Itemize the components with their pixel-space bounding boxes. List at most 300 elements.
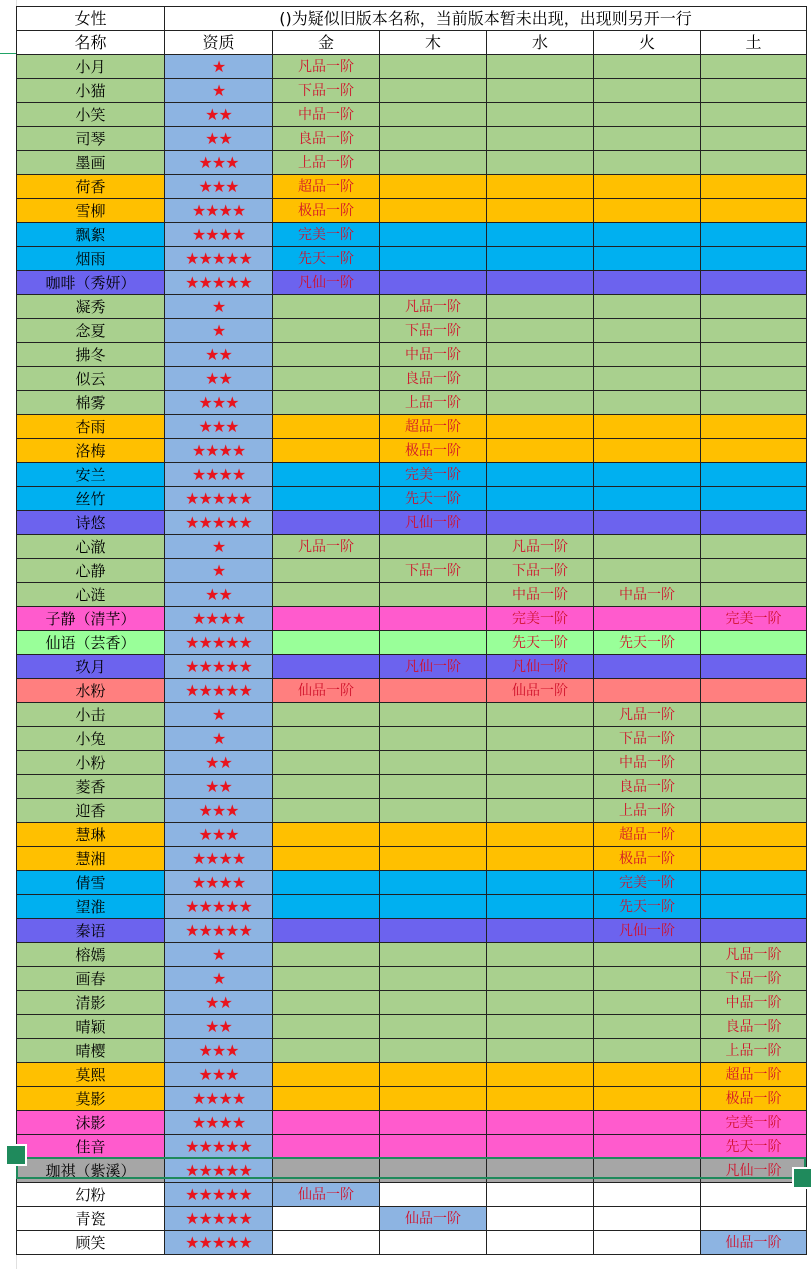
metal-cell[interactable]: 先天一阶 xyxy=(273,247,380,271)
metal-cell[interactable] xyxy=(273,943,380,967)
metal-cell[interactable] xyxy=(273,919,380,943)
earth-cell[interactable] xyxy=(701,559,807,583)
grade-stars-cell[interactable]: ★ xyxy=(165,559,273,583)
fire-cell[interactable] xyxy=(594,1207,701,1231)
fire-cell[interactable] xyxy=(594,127,701,151)
metal-cell[interactable]: 凡仙一阶 xyxy=(273,271,380,295)
water-cell[interactable]: 下品一阶 xyxy=(487,559,594,583)
earth-cell[interactable] xyxy=(701,439,807,463)
earth-cell[interactable] xyxy=(701,1183,807,1207)
grade-stars-cell[interactable]: ★★ xyxy=(165,583,273,607)
name-cell[interactable]: 莫影 xyxy=(17,1087,165,1111)
metal-cell[interactable] xyxy=(273,1087,380,1111)
wood-cell[interactable] xyxy=(380,607,487,631)
name-cell[interactable]: 烟雨 xyxy=(17,247,165,271)
name-cell[interactable]: 晴樱 xyxy=(17,1039,165,1063)
grade-stars-cell[interactable]: ★★ xyxy=(165,367,273,391)
wood-cell[interactable] xyxy=(380,1183,487,1207)
metal-cell[interactable] xyxy=(273,319,380,343)
wood-cell[interactable] xyxy=(380,223,487,247)
grade-stars-cell[interactable]: ★★★★★ xyxy=(165,487,273,511)
grade-stars-cell[interactable]: ★★★★ xyxy=(165,463,273,487)
fire-cell[interactable]: 中品一阶 xyxy=(594,751,701,775)
fire-cell[interactable]: 上品一阶 xyxy=(594,799,701,823)
wood-cell[interactable] xyxy=(380,1111,487,1135)
water-cell[interactable] xyxy=(487,751,594,775)
metal-cell[interactable] xyxy=(273,823,380,847)
earth-cell[interactable] xyxy=(701,55,807,79)
water-cell[interactable] xyxy=(487,343,594,367)
wood-cell[interactable] xyxy=(380,991,487,1015)
name-cell[interactable]: 诗悠 xyxy=(17,511,165,535)
grade-stars-cell[interactable]: ★★★★ xyxy=(165,871,273,895)
earth-cell[interactable] xyxy=(701,487,807,511)
wood-cell[interactable] xyxy=(380,727,487,751)
grade-stars-cell[interactable]: ★★ xyxy=(165,343,273,367)
water-cell[interactable] xyxy=(487,463,594,487)
metal-cell[interactable] xyxy=(273,391,380,415)
fire-cell[interactable] xyxy=(594,55,701,79)
earth-cell[interactable]: 上品一阶 xyxy=(701,1039,807,1063)
fire-cell[interactable] xyxy=(594,103,701,127)
wood-cell[interactable] xyxy=(380,871,487,895)
water-cell[interactable]: 完美一阶 xyxy=(487,607,594,631)
water-cell[interactable] xyxy=(487,895,594,919)
metal-cell[interactable]: 超品一阶 xyxy=(273,175,380,199)
wood-cell[interactable]: 极品一阶 xyxy=(380,439,487,463)
grade-stars-cell[interactable]: ★★★ xyxy=(165,151,273,175)
water-cell[interactable] xyxy=(487,151,594,175)
fire-cell[interactable]: 先天一阶 xyxy=(594,895,701,919)
earth-cell[interactable] xyxy=(701,823,807,847)
fire-cell[interactable] xyxy=(594,79,701,103)
name-cell[interactable]: 慧湘 xyxy=(17,847,165,871)
name-cell[interactable]: 清影 xyxy=(17,991,165,1015)
grade-stars-cell[interactable]: ★★★ xyxy=(165,415,273,439)
water-cell[interactable] xyxy=(487,1039,594,1063)
grade-stars-cell[interactable]: ★★★★★ xyxy=(165,271,273,295)
wood-cell[interactable] xyxy=(380,1087,487,1111)
wood-cell[interactable] xyxy=(380,943,487,967)
grade-stars-cell[interactable]: ★★★★★ xyxy=(165,895,273,919)
earth-cell[interactable] xyxy=(701,247,807,271)
grade-stars-cell[interactable]: ★★★★ xyxy=(165,223,273,247)
grade-stars-cell[interactable]: ★★★★★ xyxy=(165,1231,273,1255)
selection-handle-start[interactable] xyxy=(5,1144,27,1166)
metal-cell[interactable] xyxy=(273,559,380,583)
grade-stars-cell[interactable]: ★★★★ xyxy=(165,439,273,463)
earth-cell[interactable] xyxy=(701,919,807,943)
wood-cell[interactable] xyxy=(380,199,487,223)
metal-cell[interactable]: 凡品一阶 xyxy=(273,535,380,559)
wood-cell[interactable] xyxy=(380,1231,487,1255)
water-cell[interactable] xyxy=(487,55,594,79)
water-cell[interactable] xyxy=(487,511,594,535)
fire-cell[interactable] xyxy=(594,559,701,583)
name-cell[interactable]: 顾笑 xyxy=(17,1231,165,1255)
name-cell[interactable]: 心涟 xyxy=(17,583,165,607)
column-header-fire[interactable]: 火 xyxy=(594,31,701,55)
earth-cell[interactable] xyxy=(701,1207,807,1231)
wood-cell[interactable] xyxy=(380,1015,487,1039)
column-header-water[interactable]: 水 xyxy=(487,31,594,55)
fire-cell[interactable] xyxy=(594,391,701,415)
grade-stars-cell[interactable]: ★ xyxy=(165,55,273,79)
water-cell[interactable]: 凡品一阶 xyxy=(487,535,594,559)
metal-cell[interactable] xyxy=(273,607,380,631)
metal-cell[interactable]: 仙品一阶 xyxy=(273,1183,380,1207)
grade-stars-cell[interactable]: ★★★★★ xyxy=(165,631,273,655)
earth-cell[interactable]: 凡仙一阶 xyxy=(701,1159,807,1183)
wood-cell[interactable] xyxy=(380,247,487,271)
metal-cell[interactable] xyxy=(273,967,380,991)
water-cell[interactable] xyxy=(487,847,594,871)
water-cell[interactable] xyxy=(487,943,594,967)
earth-cell[interactable] xyxy=(701,295,807,319)
column-header-grade[interactable]: 资质 xyxy=(165,31,273,55)
earth-cell[interactable] xyxy=(701,679,807,703)
earth-cell[interactable]: 完美一阶 xyxy=(701,607,807,631)
name-cell[interactable]: 小粉 xyxy=(17,751,165,775)
water-cell[interactable] xyxy=(487,415,594,439)
fire-cell[interactable] xyxy=(594,679,701,703)
note-cell[interactable]: ()为疑似旧版本名称，当前版本暂未出现，出现则另开一行 xyxy=(165,7,807,31)
metal-cell[interactable] xyxy=(273,703,380,727)
water-cell[interactable] xyxy=(487,1207,594,1231)
earth-cell[interactable]: 凡品一阶 xyxy=(701,943,807,967)
earth-cell[interactable] xyxy=(701,127,807,151)
fire-cell[interactable] xyxy=(594,1231,701,1255)
metal-cell[interactable] xyxy=(273,1015,380,1039)
earth-cell[interactable]: 仙品一阶 xyxy=(701,1231,807,1255)
name-cell[interactable]: 幻粉 xyxy=(17,1183,165,1207)
metal-cell[interactable]: 上品一阶 xyxy=(273,151,380,175)
name-cell[interactable]: 小月 xyxy=(17,55,165,79)
grade-stars-cell[interactable]: ★ xyxy=(165,943,273,967)
wood-cell[interactable] xyxy=(380,535,487,559)
water-cell[interactable] xyxy=(487,1231,594,1255)
metal-cell[interactable]: 仙品一阶 xyxy=(273,679,380,703)
name-cell[interactable]: 望淮 xyxy=(17,895,165,919)
fire-cell[interactable] xyxy=(594,247,701,271)
metal-cell[interactable]: 完美一阶 xyxy=(273,223,380,247)
metal-cell[interactable] xyxy=(273,631,380,655)
wood-cell[interactable] xyxy=(380,823,487,847)
metal-cell[interactable]: 凡品一阶 xyxy=(273,55,380,79)
water-cell[interactable] xyxy=(487,487,594,511)
wood-cell[interactable] xyxy=(380,679,487,703)
metal-cell[interactable] xyxy=(273,1039,380,1063)
grade-stars-cell[interactable]: ★★ xyxy=(165,751,273,775)
metal-cell[interactable]: 良品一阶 xyxy=(273,127,380,151)
wood-cell[interactable]: 仙品一阶 xyxy=(380,1207,487,1231)
name-cell[interactable]: 洛梅 xyxy=(17,439,165,463)
fire-cell[interactable] xyxy=(594,655,701,679)
name-cell[interactable]: 水粉 xyxy=(17,679,165,703)
water-cell[interactable] xyxy=(487,175,594,199)
water-cell[interactable] xyxy=(487,919,594,943)
earth-cell[interactable] xyxy=(701,343,807,367)
grade-stars-cell[interactable]: ★★★★★ xyxy=(165,1159,273,1183)
earth-cell[interactable] xyxy=(701,223,807,247)
water-cell[interactable]: 中品一阶 xyxy=(487,583,594,607)
fire-cell[interactable]: 中品一阶 xyxy=(594,583,701,607)
wood-cell[interactable]: 凡仙一阶 xyxy=(380,511,487,535)
fire-cell[interactable] xyxy=(594,463,701,487)
wood-cell[interactable] xyxy=(380,175,487,199)
name-cell[interactable]: 沫影 xyxy=(17,1111,165,1135)
name-cell[interactable]: 心澈 xyxy=(17,535,165,559)
fire-cell[interactable] xyxy=(594,1015,701,1039)
grade-stars-cell[interactable]: ★★★ xyxy=(165,391,273,415)
metal-cell[interactable] xyxy=(273,727,380,751)
name-cell[interactable]: 画春 xyxy=(17,967,165,991)
earth-cell[interactable] xyxy=(701,367,807,391)
earth-cell[interactable]: 中品一阶 xyxy=(701,991,807,1015)
metal-cell[interactable] xyxy=(273,1063,380,1087)
name-cell[interactable]: 莫熙 xyxy=(17,1063,165,1087)
metal-cell[interactable] xyxy=(273,1207,380,1231)
earth-cell[interactable]: 下品一阶 xyxy=(701,967,807,991)
name-cell[interactable]: 拂冬 xyxy=(17,343,165,367)
grade-stars-cell[interactable]: ★★★★★ xyxy=(165,1183,273,1207)
name-cell[interactable]: 小兔 xyxy=(17,727,165,751)
water-cell[interactable] xyxy=(487,1111,594,1135)
name-cell[interactable]: 秦语 xyxy=(17,919,165,943)
wood-cell[interactable] xyxy=(380,55,487,79)
water-cell[interactable] xyxy=(487,775,594,799)
water-cell[interactable]: 先天一阶 xyxy=(487,631,594,655)
wood-cell[interactable] xyxy=(380,751,487,775)
earth-cell[interactable] xyxy=(701,151,807,175)
water-cell[interactable] xyxy=(487,1135,594,1159)
water-cell[interactable]: 凡仙一阶 xyxy=(487,655,594,679)
metal-cell[interactable] xyxy=(273,343,380,367)
fire-cell[interactable] xyxy=(594,607,701,631)
metal-cell[interactable] xyxy=(273,751,380,775)
earth-cell[interactable] xyxy=(701,511,807,535)
water-cell[interactable] xyxy=(487,295,594,319)
fire-cell[interactable] xyxy=(594,151,701,175)
water-cell[interactable] xyxy=(487,127,594,151)
fire-cell[interactable] xyxy=(594,319,701,343)
wood-cell[interactable]: 良品一阶 xyxy=(380,367,487,391)
water-cell[interactable] xyxy=(487,1087,594,1111)
grade-stars-cell[interactable]: ★★ xyxy=(165,1015,273,1039)
metal-cell[interactable] xyxy=(273,1111,380,1135)
metal-cell[interactable]: 极品一阶 xyxy=(273,199,380,223)
water-cell[interactable] xyxy=(487,223,594,247)
water-cell[interactable] xyxy=(487,319,594,343)
wood-cell[interactable] xyxy=(380,799,487,823)
water-cell[interactable] xyxy=(487,1183,594,1207)
water-cell[interactable] xyxy=(487,991,594,1015)
grade-stars-cell[interactable]: ★★★ xyxy=(165,1063,273,1087)
category-cell[interactable]: 女性 xyxy=(17,7,165,31)
wood-cell[interactable] xyxy=(380,631,487,655)
wood-cell[interactable]: 超品一阶 xyxy=(380,415,487,439)
wood-cell[interactable] xyxy=(380,583,487,607)
name-cell[interactable]: 仙语（芸香） xyxy=(17,631,165,655)
metal-cell[interactable] xyxy=(273,367,380,391)
fire-cell[interactable]: 良品一阶 xyxy=(594,775,701,799)
fire-cell[interactable] xyxy=(594,487,701,511)
name-cell[interactable]: 小击 xyxy=(17,703,165,727)
earth-cell[interactable]: 良品一阶 xyxy=(701,1015,807,1039)
fire-cell[interactable] xyxy=(594,1183,701,1207)
earth-cell[interactable] xyxy=(701,199,807,223)
fire-cell[interactable] xyxy=(594,1087,701,1111)
earth-cell[interactable] xyxy=(701,895,807,919)
grade-stars-cell[interactable]: ★★★★★ xyxy=(165,1207,273,1231)
earth-cell[interactable]: 极品一阶 xyxy=(701,1087,807,1111)
earth-cell[interactable] xyxy=(701,847,807,871)
fire-cell[interactable] xyxy=(594,1063,701,1087)
name-cell[interactable]: 凝秀 xyxy=(17,295,165,319)
metal-cell[interactable] xyxy=(273,583,380,607)
grade-stars-cell[interactable]: ★ xyxy=(165,295,273,319)
earth-cell[interactable] xyxy=(701,631,807,655)
name-cell[interactable]: 青瓷 xyxy=(17,1207,165,1231)
fire-cell[interactable] xyxy=(594,535,701,559)
fire-cell[interactable]: 凡品一阶 xyxy=(594,703,701,727)
earth-cell[interactable] xyxy=(701,415,807,439)
name-cell[interactable]: 子静（清芊） xyxy=(17,607,165,631)
wood-cell[interactable] xyxy=(380,967,487,991)
metal-cell[interactable] xyxy=(273,895,380,919)
earth-cell[interactable]: 完美一阶 xyxy=(701,1111,807,1135)
water-cell[interactable] xyxy=(487,79,594,103)
column-header-earth[interactable]: 土 xyxy=(701,31,807,55)
water-cell[interactable] xyxy=(487,1015,594,1039)
grade-stars-cell[interactable]: ★★★★ xyxy=(165,1087,273,1111)
water-cell[interactable] xyxy=(487,967,594,991)
name-cell[interactable]: 珈祺（紫溪） xyxy=(17,1159,165,1183)
name-cell[interactable]: 飘絮 xyxy=(17,223,165,247)
grade-stars-cell[interactable]: ★★★★ xyxy=(165,1111,273,1135)
grade-stars-cell[interactable]: ★ xyxy=(165,967,273,991)
fire-cell[interactable] xyxy=(594,223,701,247)
wood-cell[interactable]: 上品一阶 xyxy=(380,391,487,415)
fire-cell[interactable] xyxy=(594,991,701,1015)
wood-cell[interactable]: 完美一阶 xyxy=(380,463,487,487)
metal-cell[interactable] xyxy=(273,415,380,439)
grade-stars-cell[interactable]: ★ xyxy=(165,703,273,727)
name-cell[interactable]: 似云 xyxy=(17,367,165,391)
metal-cell[interactable] xyxy=(273,487,380,511)
grade-stars-cell[interactable]: ★★★★★ xyxy=(165,655,273,679)
wood-cell[interactable] xyxy=(380,775,487,799)
fire-cell[interactable] xyxy=(594,967,701,991)
metal-cell[interactable]: 下品一阶 xyxy=(273,79,380,103)
name-cell[interactable]: 荷香 xyxy=(17,175,165,199)
name-cell[interactable]: 念夏 xyxy=(17,319,165,343)
grade-stars-cell[interactable]: ★★★★ xyxy=(165,607,273,631)
water-cell[interactable] xyxy=(487,823,594,847)
wood-cell[interactable]: 中品一阶 xyxy=(380,343,487,367)
fire-cell[interactable] xyxy=(594,1111,701,1135)
fire-cell[interactable] xyxy=(594,367,701,391)
water-cell[interactable]: 仙品一阶 xyxy=(487,679,594,703)
water-cell[interactable] xyxy=(487,439,594,463)
name-cell[interactable]: 丝竹 xyxy=(17,487,165,511)
name-cell[interactable]: 榕嫣 xyxy=(17,943,165,967)
grade-stars-cell[interactable]: ★ xyxy=(165,319,273,343)
water-cell[interactable] xyxy=(487,799,594,823)
grade-stars-cell[interactable]: ★★ xyxy=(165,991,273,1015)
earth-cell[interactable] xyxy=(701,319,807,343)
grade-stars-cell[interactable]: ★★ xyxy=(165,775,273,799)
water-cell[interactable] xyxy=(487,271,594,295)
name-cell[interactable]: 菱香 xyxy=(17,775,165,799)
wood-cell[interactable] xyxy=(380,895,487,919)
metal-cell[interactable] xyxy=(273,439,380,463)
metal-cell[interactable] xyxy=(273,511,380,535)
wood-cell[interactable] xyxy=(380,1159,487,1183)
wood-cell[interactable] xyxy=(380,847,487,871)
column-header-wood[interactable]: 木 xyxy=(380,31,487,55)
earth-cell[interactable] xyxy=(701,751,807,775)
metal-cell[interactable] xyxy=(273,1159,380,1183)
column-header-name[interactable]: 名称 xyxy=(17,31,165,55)
fire-cell[interactable] xyxy=(594,415,701,439)
fire-cell[interactable] xyxy=(594,175,701,199)
earth-cell[interactable] xyxy=(701,727,807,751)
earth-cell[interactable] xyxy=(701,583,807,607)
name-cell[interactable]: 安兰 xyxy=(17,463,165,487)
wood-cell[interactable] xyxy=(380,271,487,295)
earth-cell[interactable] xyxy=(701,655,807,679)
name-cell[interactable]: 佳音 xyxy=(17,1135,165,1159)
metal-cell[interactable] xyxy=(273,799,380,823)
metal-cell[interactable]: 中品一阶 xyxy=(273,103,380,127)
grade-stars-cell[interactable]: ★★★★★ xyxy=(165,679,273,703)
wood-cell[interactable] xyxy=(380,1063,487,1087)
name-cell[interactable]: 心静 xyxy=(17,559,165,583)
wood-cell[interactable]: 下品一阶 xyxy=(380,559,487,583)
name-cell[interactable]: 晴颖 xyxy=(17,1015,165,1039)
grade-stars-cell[interactable]: ★★ xyxy=(165,127,273,151)
name-cell[interactable]: 迎香 xyxy=(17,799,165,823)
name-cell[interactable]: 杏雨 xyxy=(17,415,165,439)
grade-stars-cell[interactable]: ★★★ xyxy=(165,1039,273,1063)
wood-cell[interactable]: 先天一阶 xyxy=(380,487,487,511)
wood-cell[interactable]: 凡品一阶 xyxy=(380,295,487,319)
fire-cell[interactable]: 下品一阶 xyxy=(594,727,701,751)
grade-stars-cell[interactable]: ★★★ xyxy=(165,823,273,847)
grade-stars-cell[interactable]: ★ xyxy=(165,535,273,559)
wood-cell[interactable]: 凡仙一阶 xyxy=(380,655,487,679)
name-cell[interactable]: 小笑 xyxy=(17,103,165,127)
fire-cell[interactable] xyxy=(594,1159,701,1183)
metal-cell[interactable] xyxy=(273,463,380,487)
earth-cell[interactable] xyxy=(701,463,807,487)
water-cell[interactable] xyxy=(487,367,594,391)
wood-cell[interactable] xyxy=(380,151,487,175)
metal-cell[interactable] xyxy=(273,1231,380,1255)
wood-cell[interactable] xyxy=(380,79,487,103)
fire-cell[interactable] xyxy=(594,511,701,535)
water-cell[interactable] xyxy=(487,1063,594,1087)
name-cell[interactable]: 慧琳 xyxy=(17,823,165,847)
metal-cell[interactable] xyxy=(273,991,380,1015)
earth-cell[interactable] xyxy=(701,535,807,559)
fire-cell[interactable] xyxy=(594,199,701,223)
metal-cell[interactable] xyxy=(273,871,380,895)
fire-cell[interactable]: 凡仙一阶 xyxy=(594,919,701,943)
grade-stars-cell[interactable]: ★★★★★ xyxy=(165,511,273,535)
water-cell[interactable] xyxy=(487,199,594,223)
